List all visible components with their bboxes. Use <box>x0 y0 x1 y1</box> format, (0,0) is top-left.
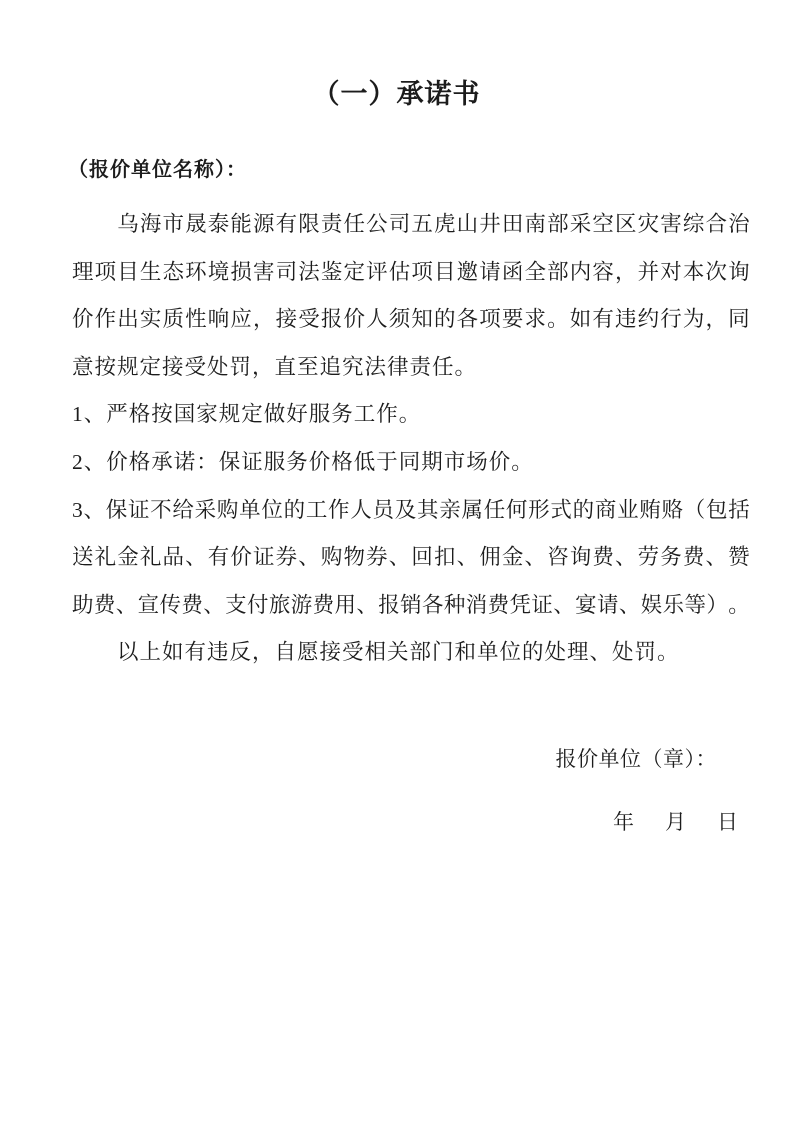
signature-date-line: 年 月 日 <box>613 810 743 834</box>
text-line: 送 礼 金 礼 品 、 有 价 证 券 、 购 物 券 、 回 扣 、 佣 金 、 咨 询 费 、 劳 务 费 、 赞 <box>72 545 750 570</box>
text-line: 1、严格按国家规定做好服务工作。 <box>72 402 422 427</box>
signature-unit-label: 报价单位（章）： <box>555 747 717 771</box>
text-line: 价 作 出 实 质 性 响 应 ， 接 受 报 价 人 须 知 的 各 项 要 求 。 如 有 违 约 行 为 ， 同 <box>72 307 750 332</box>
page-title: （一）承诺书 <box>312 79 481 109</box>
text-line: 以上如有违反，自愿接受相关部门和单位的处理、处罚。 <box>72 640 680 665</box>
text-line: 乌 海 市 晟 泰 能 源 有 限 责 任 公 司 五 虎 山 井 田 南 部 采 空 区 灾 害 综 合 治 <box>117 212 750 236</box>
text-line: 意按规定接受处罚，直至追究法律责任。 <box>72 354 478 379</box>
text-line: 理 项 目 生 态 环 境 损 害 司 法 鉴 定 评 估 项 目 邀 请 函 全 部 内 容 ， 并 对 本 次 询 <box>72 259 750 284</box>
text-line: 2、价格承诺：保证服务价格低于同期市场价。 <box>72 449 534 474</box>
text-line: 3 、 保 证 不 给 采 购 单 位 的 工 作 人 员 及 其 亲 属 任 何 形 式 的 商 业 贿 赂 （ 包 括 <box>72 497 750 522</box>
text-line: 助 费 、 宣 传 费 、 支 付 旅 游 费 用 、 报 销 各 种 消 费 凭 证 、 宴 请 、 娱 乐 等 ） 。 <box>72 592 750 617</box>
document-body <box>72 201 750 677</box>
quoter-name-label: （报价单位名称）： <box>68 159 247 181</box>
